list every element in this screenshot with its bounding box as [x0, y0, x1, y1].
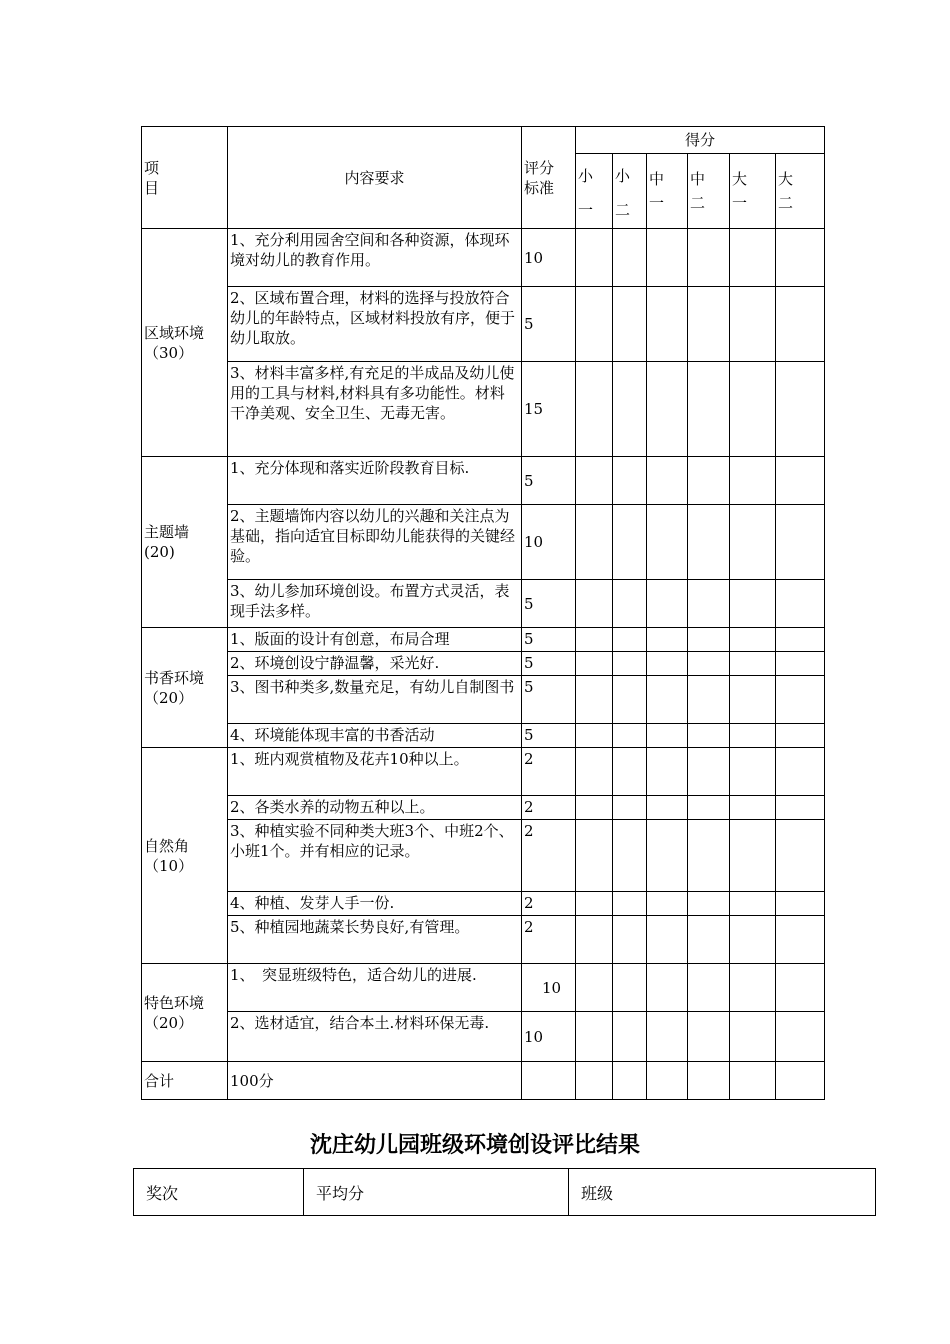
criteria-row	[142, 652, 825, 676]
header-score-cell	[576, 127, 825, 154]
score-cell[interactable]	[576, 892, 613, 916]
score-cell[interactable]	[647, 964, 688, 1012]
score-cell[interactable]	[776, 1012, 825, 1062]
score-cell[interactable]	[730, 1012, 776, 1062]
criteria-row	[142, 820, 825, 892]
result-title: 沈庄幼儿园班级环境创设评比结果	[309, 1133, 640, 1158]
category-label: 自然角 （10）	[144, 836, 194, 875]
score-cell[interactable]	[613, 724, 647, 748]
score-cell[interactable]	[576, 748, 613, 796]
criteria-text: 3、种植实验不同种类大班3个、中班2个、小班1个。并有相应的记录。	[230, 822, 514, 860]
criteria-text: 1、版面的设计有创意，布局合理	[230, 630, 450, 648]
category-label: 主题墙 (20)	[144, 523, 190, 561]
score-cell[interactable]	[730, 748, 776, 796]
score-cell[interactable]	[776, 676, 825, 724]
score-cell[interactable]	[613, 628, 647, 652]
criteria-points-cell	[522, 457, 576, 505]
criteria-points: 2	[524, 894, 534, 912]
score-cell[interactable]	[576, 287, 613, 362]
score-cell[interactable]	[730, 457, 776, 505]
total-score-cell[interactable]	[688, 1062, 730, 1100]
score-cell[interactable]	[576, 676, 613, 724]
criteria-points-cell	[522, 287, 576, 362]
criteria-points: 2	[524, 798, 534, 816]
criteria-points-cell	[522, 796, 576, 820]
result-col-class: 班级	[569, 1169, 876, 1216]
header-standard-cell	[522, 127, 576, 229]
score-cell[interactable]	[576, 964, 613, 1012]
criteria-text-cell	[228, 724, 522, 748]
criteria-text-cell	[228, 362, 522, 457]
criteria-points-cell	[522, 916, 576, 964]
score-cell[interactable]	[730, 724, 776, 748]
score-cell[interactable]	[576, 652, 613, 676]
score-cell[interactable]	[576, 820, 613, 892]
score-cell[interactable]	[647, 229, 688, 287]
criteria-points: 10	[524, 1027, 544, 1046]
score-cell[interactable]	[688, 916, 730, 964]
score-cell[interactable]	[647, 362, 688, 457]
score-cell[interactable]	[730, 964, 776, 1012]
score-cell[interactable]	[688, 457, 730, 505]
score-cell[interactable]	[688, 1012, 730, 1062]
criteria-text-cell	[228, 457, 522, 505]
category-label: 特色环境 （20）	[144, 993, 205, 1032]
category-cell	[142, 748, 228, 964]
total-value: 100分	[228, 1062, 522, 1100]
criteria-row	[142, 892, 825, 916]
score-cell[interactable]	[776, 457, 825, 505]
score-cell[interactable]	[730, 580, 776, 628]
score-cell[interactable]	[613, 916, 647, 964]
class-header	[613, 154, 647, 229]
score-cell[interactable]	[688, 820, 730, 892]
criteria-points: 10	[524, 248, 544, 267]
criteria-points-cell	[522, 362, 576, 457]
category-label: 书香环境 （20）	[144, 668, 205, 707]
total-score-cell[interactable]	[522, 1062, 576, 1100]
header-content-cell	[228, 127, 522, 229]
criteria-text-cell	[228, 820, 522, 892]
category-cell	[142, 964, 228, 1062]
criteria-points: 5	[524, 678, 534, 696]
score-cell[interactable]	[730, 229, 776, 287]
criteria-text-cell	[228, 916, 522, 964]
criteria-points: 15	[524, 400, 544, 418]
criteria-points: 2	[524, 822, 534, 840]
score-cell[interactable]	[613, 892, 647, 916]
score-cell[interactable]	[576, 724, 613, 748]
criteria-text: 2、环境创设宁静温馨，采光好.	[230, 654, 440, 672]
score-cell[interactable]	[776, 505, 825, 580]
criteria-text: 2、主题墙饰内容以幼儿的兴趣和关注点为基础，指向适宜目标即幼儿能获得的关键经验。	[230, 507, 516, 565]
criteria-text-cell	[228, 580, 522, 628]
score-cell[interactable]	[647, 1012, 688, 1062]
criteria-points: 5	[524, 726, 534, 744]
score-cell[interactable]	[688, 892, 730, 916]
criteria-row	[142, 796, 825, 820]
score-cell[interactable]	[688, 580, 730, 628]
category-cell	[142, 457, 228, 628]
criteria-text: 4、种植、发芽人手一份.	[230, 894, 395, 912]
score-cell[interactable]	[688, 505, 730, 580]
score-cell[interactable]	[647, 892, 688, 916]
criteria-row	[142, 505, 825, 580]
header-standard: 评分 标准	[524, 158, 555, 197]
score-cell[interactable]	[730, 676, 776, 724]
score-cell[interactable]	[647, 652, 688, 676]
score-cell[interactable]	[647, 748, 688, 796]
score-cell[interactable]	[647, 820, 688, 892]
score-cell[interactable]	[576, 628, 613, 652]
score-cell[interactable]	[776, 820, 825, 892]
score-cell[interactable]	[730, 628, 776, 652]
total-score-cell[interactable]	[613, 1062, 647, 1100]
score-cell[interactable]	[688, 652, 730, 676]
criteria-row	[142, 724, 825, 748]
score-cell[interactable]	[776, 916, 825, 964]
criteria-text-cell	[228, 287, 522, 362]
criteria-points-cell	[522, 820, 576, 892]
criteria-points: 5	[524, 315, 534, 333]
score-cell[interactable]	[613, 796, 647, 820]
category-cell	[142, 229, 228, 457]
result-col-average: 平均分	[304, 1169, 569, 1216]
criteria-text-cell	[228, 796, 522, 820]
score-cell[interactable]	[730, 916, 776, 964]
score-cell[interactable]	[576, 580, 613, 628]
evaluation-table	[141, 126, 825, 1100]
score-cell[interactable]	[647, 505, 688, 580]
criteria-text: 2、选材适宜，结合本土.材料环保无毒.	[230, 1014, 490, 1032]
score-cell[interactable]	[688, 229, 730, 287]
score-cell[interactable]	[613, 676, 647, 724]
score-cell[interactable]	[776, 796, 825, 820]
criteria-text-cell	[228, 1012, 522, 1062]
criteria-row	[142, 229, 825, 287]
criteria-text: 4、环境能体现丰富的书香活动	[230, 726, 435, 744]
criteria-points-cell	[522, 676, 576, 724]
score-cell[interactable]	[776, 362, 825, 457]
criteria-points: 5	[524, 471, 534, 490]
criteria-points-cell	[522, 748, 576, 796]
criteria-row	[142, 287, 825, 362]
class-label: 中 二	[690, 170, 706, 212]
score-cell[interactable]	[613, 287, 647, 362]
criteria-points: 5	[524, 630, 534, 648]
score-cell[interactable]	[576, 457, 613, 505]
score-cell[interactable]	[688, 362, 730, 457]
criteria-row	[142, 580, 825, 628]
criteria-text: 3、材料丰富多样,有充足的半成品及幼儿使用的工具与材料,材料具有多功能性。材料干净美观、安全卫生、无毒无害。	[230, 364, 515, 422]
score-cell[interactable]	[647, 628, 688, 652]
score-cell[interactable]	[576, 1012, 613, 1062]
class-header	[730, 154, 776, 229]
score-cell[interactable]	[688, 676, 730, 724]
criteria-points: 2	[524, 918, 534, 936]
score-cell[interactable]	[776, 724, 825, 748]
score-cell[interactable]	[576, 229, 613, 287]
score-cell[interactable]	[613, 1012, 647, 1062]
criteria-points: 5	[524, 594, 534, 613]
result-table	[133, 1168, 876, 1216]
criteria-points-cell	[522, 580, 576, 628]
score-cell[interactable]	[688, 796, 730, 820]
criteria-text-cell	[228, 748, 522, 796]
criteria-row	[142, 916, 825, 964]
score-cell[interactable]	[776, 892, 825, 916]
score-cell[interactable]	[613, 820, 647, 892]
score-cell[interactable]	[576, 796, 613, 820]
criteria-points-cell	[522, 892, 576, 916]
criteria-row	[142, 362, 825, 457]
score-cell[interactable]	[776, 628, 825, 652]
criteria-points-cell	[522, 964, 576, 1012]
criteria-points: 2	[524, 750, 534, 768]
class-header	[647, 154, 688, 229]
criteria-text-cell	[228, 892, 522, 916]
total-label: 合计	[142, 1062, 228, 1100]
criteria-text-cell	[228, 964, 522, 1012]
score-cell[interactable]	[776, 287, 825, 362]
header-content: 内容要求	[344, 168, 405, 187]
score-cell[interactable]	[688, 724, 730, 748]
result-col-award: 奖次	[134, 1169, 304, 1216]
score-cell[interactable]	[688, 628, 730, 652]
criteria-text: 2、区域布置合理，材料的选择与投放符合幼儿的年龄特点，区域材料投放有序，便于幼儿取放。	[230, 289, 516, 347]
score-cell[interactable]	[647, 580, 688, 628]
criteria-points-cell	[522, 628, 576, 652]
criteria-text: 1、充分利用园舍空间和各种资源，体现环境对幼儿的教育作用。	[230, 231, 510, 269]
score-cell[interactable]	[613, 457, 647, 505]
score-cell[interactable]	[647, 796, 688, 820]
criteria-row	[142, 964, 825, 1012]
criteria-points: 10	[524, 533, 544, 551]
criteria-row	[142, 748, 825, 796]
criteria-points-cell	[522, 724, 576, 748]
criteria-text-cell	[228, 505, 522, 580]
criteria-points-cell	[522, 652, 576, 676]
category-cell	[142, 628, 228, 748]
total-row	[142, 1062, 825, 1100]
criteria-text: 1、充分体现和落实近阶段教育目标.	[230, 459, 470, 477]
score-cell[interactable]	[576, 916, 613, 964]
class-header	[776, 154, 825, 229]
class-header	[576, 154, 613, 229]
criteria-points: 5	[524, 654, 534, 672]
score-cell[interactable]	[613, 748, 647, 796]
class-label: 大 一	[732, 170, 748, 212]
total-score-cell[interactable]	[730, 1062, 776, 1100]
score-cell[interactable]	[776, 748, 825, 796]
score-cell[interactable]	[688, 964, 730, 1012]
total-score-cell[interactable]	[647, 1062, 688, 1100]
score-cell[interactable]	[730, 892, 776, 916]
score-cell[interactable]	[730, 505, 776, 580]
class-label: 中 一	[649, 170, 665, 212]
criteria-points-cell	[522, 505, 576, 580]
score-cell[interactable]	[576, 362, 613, 457]
score-cell[interactable]	[613, 964, 647, 1012]
header-score: 得分	[685, 131, 716, 149]
criteria-text: 5、种植园地蔬菜长势良好,有管理。	[230, 918, 470, 936]
criteria-points-cell	[522, 229, 576, 287]
score-cell[interactable]	[613, 580, 647, 628]
score-cell[interactable]	[730, 652, 776, 676]
total-score-cell[interactable]	[576, 1062, 613, 1100]
score-cell[interactable]	[730, 820, 776, 892]
score-cell[interactable]	[730, 796, 776, 820]
header-row-1	[142, 127, 825, 154]
score-cell[interactable]	[613, 229, 647, 287]
criteria-row	[142, 457, 825, 505]
criteria-text: 3、图书种类多,数量充足，有幼儿自制图书	[230, 678, 515, 696]
score-cell[interactable]	[613, 652, 647, 676]
total-score-cell[interactable]	[776, 1062, 825, 1100]
score-cell[interactable]	[647, 724, 688, 748]
score-cell[interactable]	[776, 964, 825, 1012]
header-item-cell	[142, 127, 228, 229]
score-cell[interactable]	[776, 229, 825, 287]
score-cell[interactable]	[613, 505, 647, 580]
score-cell[interactable]	[688, 748, 730, 796]
class-label: 小 一	[578, 167, 594, 219]
criteria-row	[142, 1012, 825, 1062]
criteria-text-cell	[228, 652, 522, 676]
criteria-text: 1、 突显班级特色，适合幼儿的进展.	[230, 966, 477, 984]
criteria-row	[142, 628, 825, 652]
criteria-row	[142, 676, 825, 724]
score-cell[interactable]	[730, 362, 776, 457]
class-header	[688, 154, 730, 229]
class-label: 大 二	[778, 170, 794, 212]
score-cell[interactable]	[647, 287, 688, 362]
score-cell[interactable]	[730, 287, 776, 362]
class-label: 小 二	[615, 167, 631, 219]
score-cell[interactable]	[613, 362, 647, 457]
criteria-text-cell	[228, 229, 522, 287]
score-cell[interactable]	[776, 580, 825, 628]
header-item: 项 目	[144, 158, 160, 197]
criteria-text: 3、幼儿参加环境创设。布置方式灵活，表现手法多样。	[230, 582, 510, 620]
score-cell[interactable]	[576, 505, 613, 580]
score-cell[interactable]	[647, 457, 688, 505]
score-cell[interactable]	[688, 287, 730, 362]
criteria-text-cell	[228, 628, 522, 652]
category-label: 区域环境 （30）	[144, 323, 205, 362]
criteria-points-cell	[522, 1012, 576, 1062]
criteria-text-cell	[228, 676, 522, 724]
criteria-text: 2、各类水养的动物五种以上。	[230, 798, 435, 816]
score-cell[interactable]	[647, 916, 688, 964]
result-header-row	[134, 1169, 876, 1216]
score-cell[interactable]	[647, 676, 688, 724]
criteria-points: 10	[542, 978, 562, 997]
criteria-text: 1、班内观赏植物及花卉10种以上。	[230, 750, 469, 768]
score-cell[interactable]	[776, 652, 825, 676]
